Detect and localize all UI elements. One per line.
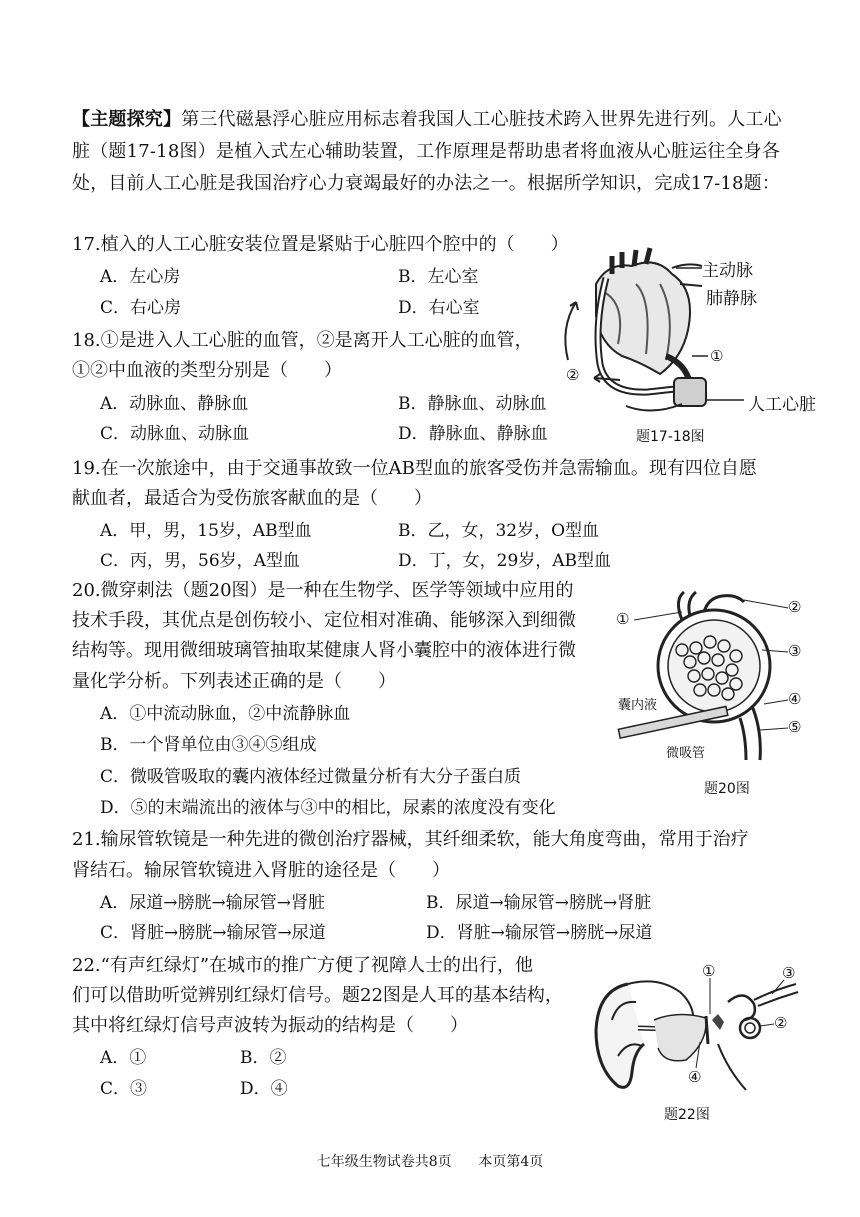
q17-option-d[interactable]: D．右心室 [398,298,480,318]
kidney-marker-4: ④ [788,690,802,708]
ear-caption: 题22图 [664,1107,710,1123]
label-micropipette: 微吸管 [666,746,706,761]
q19-option-d[interactable]: D．丁，女，29岁，AB型血 [398,551,612,571]
q20-option-b[interactable]: B．一个肾单位由③④⑤组成 [100,735,317,755]
ear-figure [588,960,808,1125]
kidney-marker-1: ① [616,610,630,628]
q17-option-b[interactable]: B．左心室 [398,267,479,287]
q19-stem-line1: 19.在一次旅途中，由于交通事故致一位AB型血的旅客受伤并急需输血。现有四位自愿 [72,458,757,479]
q21-stem-line2: 肾结石。输尿管软镜进入肾脏的途径是（ ） [72,860,450,881]
q18-stem-line1: 18.①是进入人工心脏的血管，②是离开人工心脏的血管， [72,330,533,351]
kidney-marker-5: ⑤ [788,718,802,736]
q18-option-c[interactable]: C．动脉血、动脉血 [100,424,250,444]
q22-stem-line2: 们可以借助听觉辨别红绿灯信号。题22图是人耳的基本结构， [72,985,563,1006]
topic-body: 第三代磁悬浮心脏应用标志着我国人工心脏技术跨入世界先进行列。人工心脏（题17-18图）是植入式左心辅助装置，工作原理是帮助患者将血液从心脏运往全身各处，目前人工心脏是我国治疗心力衰竭最好的办法之一。根据所学知识，完成17-18题： [72,109,782,194]
footer-total-pages: 七年级生物试卷共8页 [316,1154,452,1170]
artificial-heart-figure [556,244,836,444]
q18-option-d[interactable]: D．静脉血、静脉血 [398,424,548,444]
q20-stem-line1: 20.微穿刺法（题20图）是一种在生物学、医学等领域中应用的 [72,580,574,601]
q22-stem-line3: 其中将红绿灯信号声波转为振动的结构是（ ） [72,1015,468,1036]
q19-stem-line2: 献血者，最适合为受伤旅客献血的是（ ） [72,488,432,509]
q20-option-d[interactable]: D．⑤的末端流出的液体与③中的相比，尿素的浓度没有变化 [100,798,556,818]
label-capsule-fluid: 囊内液 [618,698,658,713]
q17-stem: 17.植入的人工心脏安装位置是紧贴于心脏四个腔中的（ ） [72,234,569,255]
label-aorta: 主动脉 [702,261,753,281]
ear-marker-4: ④ [688,1068,702,1086]
q18-option-a[interactable]: A．动脉血、静脉血 [100,394,249,414]
q20-stem-line2: 技术手段，其优点是创伤较小、定位相对准确、能够深入到细微 [72,610,576,631]
q21-option-c[interactable]: C．肾脏→膀胱→输尿管→尿道 [100,923,326,943]
topic-intro [72,104,798,200]
q20-stem-line4: 量化学分析。下列表述正确的是（ ） [72,671,396,692]
footer-current-page: 本页第4页 [478,1154,544,1170]
q21-stem-line1: 21.输尿管软镜是一种先进的微创治疗器械，其纤细柔软，能大角度弯曲，常用于治疗 [72,829,749,850]
q17-option-a[interactable]: A．左心房 [100,267,181,287]
label-artificial-heart: 人工心脏 [748,395,816,415]
q18-option-b[interactable]: B．静脉血、动脉血 [398,394,547,414]
q18-stem-line2: ①②中血液的类型分别是（ ） [72,360,342,381]
q17-option-c[interactable]: C．右心房 [100,298,182,318]
q20-stem-line3: 结构等。现用微细玻璃管抽取某健康人肾小囊腔中的液体进行微 [72,640,576,661]
q19-option-b[interactable]: B．乙，女，32岁，O型血 [398,521,600,541]
ear-marker-3: ③ [782,964,796,982]
q22-option-c[interactable]: C．③ [100,1079,148,1099]
q21-option-a[interactable]: A．尿道→膀胱→输尿管→肾脏 [100,893,326,913]
q20-option-a[interactable]: A．①中流动脉血，②中流静脉血 [100,704,351,724]
heart-caption: 题17-18图 [636,429,705,445]
q19-option-c[interactable]: C．丙，男，56岁，A型血 [100,551,300,571]
q20-option-c[interactable]: C．微吸管吸取的囊内液体经过微量分析有大分子蛋白质 [100,767,522,787]
kidney-marker-2: ② [788,598,802,616]
q22-option-a[interactable]: A．① [100,1048,147,1068]
nephron-figure [612,590,812,802]
q21-option-d[interactable]: D．肾脏→输尿管→膀胱→尿道 [426,923,653,943]
label-pulmonary-vein: 肺静脉 [706,289,757,309]
kidney-marker-3: ③ [788,642,802,660]
glomerulus-illustration [612,590,812,765]
q21-option-b[interactable]: B．尿道→输尿管→膀胱→肾脏 [426,893,652,913]
topic-heading: 【主题探究】 [72,109,182,130]
q22-option-d[interactable]: D．④ [240,1079,288,1099]
ear-marker-2: ② [774,1014,788,1032]
q22-option-b[interactable]: B．② [240,1048,287,1068]
q19-option-a[interactable]: A．甲，男，15岁，AB型血 [100,521,312,541]
kidney-caption: 题20图 [704,781,750,797]
ear-marker-1: ① [702,962,716,980]
q22-stem-line1: 22.“有声红绿灯”在城市的推广方便了视障人士的出行，他 [72,955,534,976]
page-footer [0,1151,860,1171]
heart-marker-1: ① [710,347,724,365]
heart-marker-2: ② [566,366,580,384]
